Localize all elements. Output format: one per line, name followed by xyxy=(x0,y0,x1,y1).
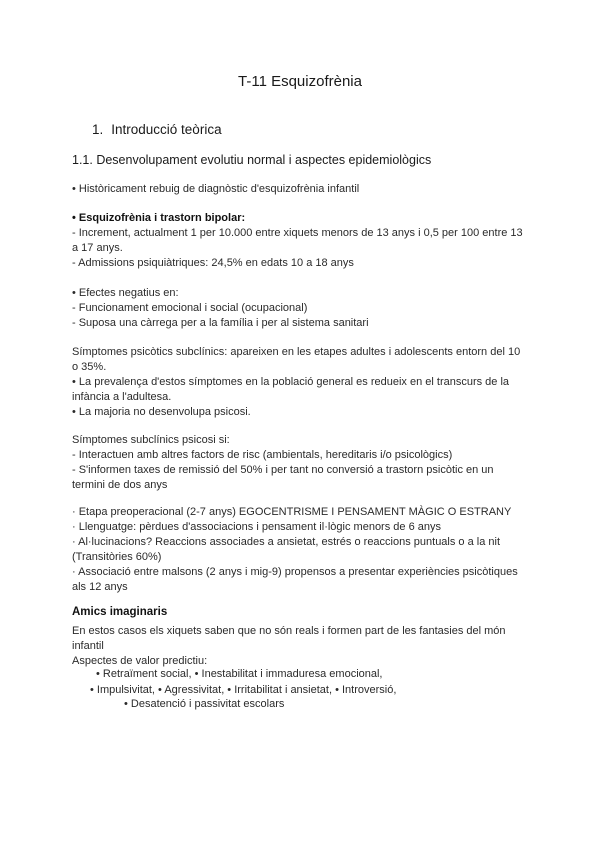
bold-heading: • Esquizofrènia i trastorn bipolar: xyxy=(72,212,246,224)
paragraph-etapes xyxy=(72,505,532,595)
text-line: a 17 anys. xyxy=(72,242,123,254)
paragraph-bipolar xyxy=(72,211,532,271)
text-line: · Associació entre malsons (2 anys i mig-9) propensos a presentar experiències psicòtiques xyxy=(72,566,518,578)
section-heading-1 xyxy=(92,122,222,137)
paragraph-efectes xyxy=(72,286,532,331)
aspects-row-1: • Retraïment social, • Inestabilitat i immaduresa emocional, xyxy=(96,668,383,680)
paragraph-subclinics xyxy=(72,433,532,493)
text-line: infantil xyxy=(72,640,104,652)
paragraph-historic xyxy=(72,182,532,197)
text-line: · Etapa preoperacional (2-7 anys) EGOCENTRISME I PENSAMENT MÀGIC O ESTRANY xyxy=(72,506,512,518)
text-line: infància a l'adultesa. xyxy=(72,391,172,403)
text-line: - S'informen taxes de remissió del 50% i per tant no conversió a trastorn psicòtic en un xyxy=(72,464,494,476)
amics-heading: Amics imaginaris xyxy=(72,606,168,618)
text-line: Aspectes de valor predictiu: xyxy=(72,655,208,667)
text-line: • Històricament rebuig de diagnòstic d'esquizofrènia infantil xyxy=(72,183,360,195)
text-line: - Admissions psiquiàtriques: 24,5% en edats 10 a 18 anys xyxy=(72,257,354,269)
document-title: T-11 Esquizofrènia xyxy=(238,73,362,90)
text-line: • Efectes negatius en: xyxy=(72,287,179,299)
aspects-row-2: • Impulsivitat, • Agressivitat, • Irritabilitat i ansietat, • Introversió, xyxy=(90,684,397,696)
section-number: 1. xyxy=(92,122,104,137)
text-line: · Al·lucinacions? Reaccions associades a ansietat, estrés o reaccions puntuals o a la nit xyxy=(72,536,501,548)
text-line: En estos casos els xiquets saben que no són reals i formen part de les fantasies del món xyxy=(72,625,506,637)
text-line: - Suposa una càrrega per a la família i per al sistema sanitari xyxy=(72,317,369,329)
text-line: Símptomes subclínics psicosi si: xyxy=(72,434,230,446)
text-line: • La prevalença d'estos símptomes en la població general es redueix en el transcurs de la xyxy=(72,376,510,388)
text-line: · Llenguatge: pèrdues d'associacions i pensament il·lògic menors de 6 anys xyxy=(72,521,441,533)
paragraph-simptomes xyxy=(72,345,532,420)
paragraph-amics xyxy=(72,624,532,669)
text-line: Símptomes psicòtics subclínics: apareixen en les etapes adultes i adolescents entorn del 10 xyxy=(72,346,521,358)
text-line: (Transitòries 60%) xyxy=(72,551,162,563)
text-line: • La majoria no desenvolupa psicosi. xyxy=(72,406,251,418)
text-line: - Interactuen amb altres factors de risc (ambientals, hereditaris i/o psicològics) xyxy=(72,449,453,461)
text-line: - Increment, actualment 1 per 10.000 entre xiquets menors de 13 anys i 0,5 per 100 entre 13 xyxy=(72,227,523,239)
text-line: termini de dos anys xyxy=(72,479,168,491)
text-line: als 12 anys xyxy=(72,581,128,593)
text-line: - Funcionament emocional i social (ocupacional) xyxy=(72,302,308,314)
aspects-row-3: • Desatenció i passivitat escolars xyxy=(124,698,285,710)
section-label: Introducció teòrica xyxy=(111,122,222,137)
text-line: o 35%. xyxy=(72,361,107,373)
subsection-heading: 1.1. Desenvolupament evolutiu normal i aspectes epidemiològics xyxy=(72,153,432,167)
